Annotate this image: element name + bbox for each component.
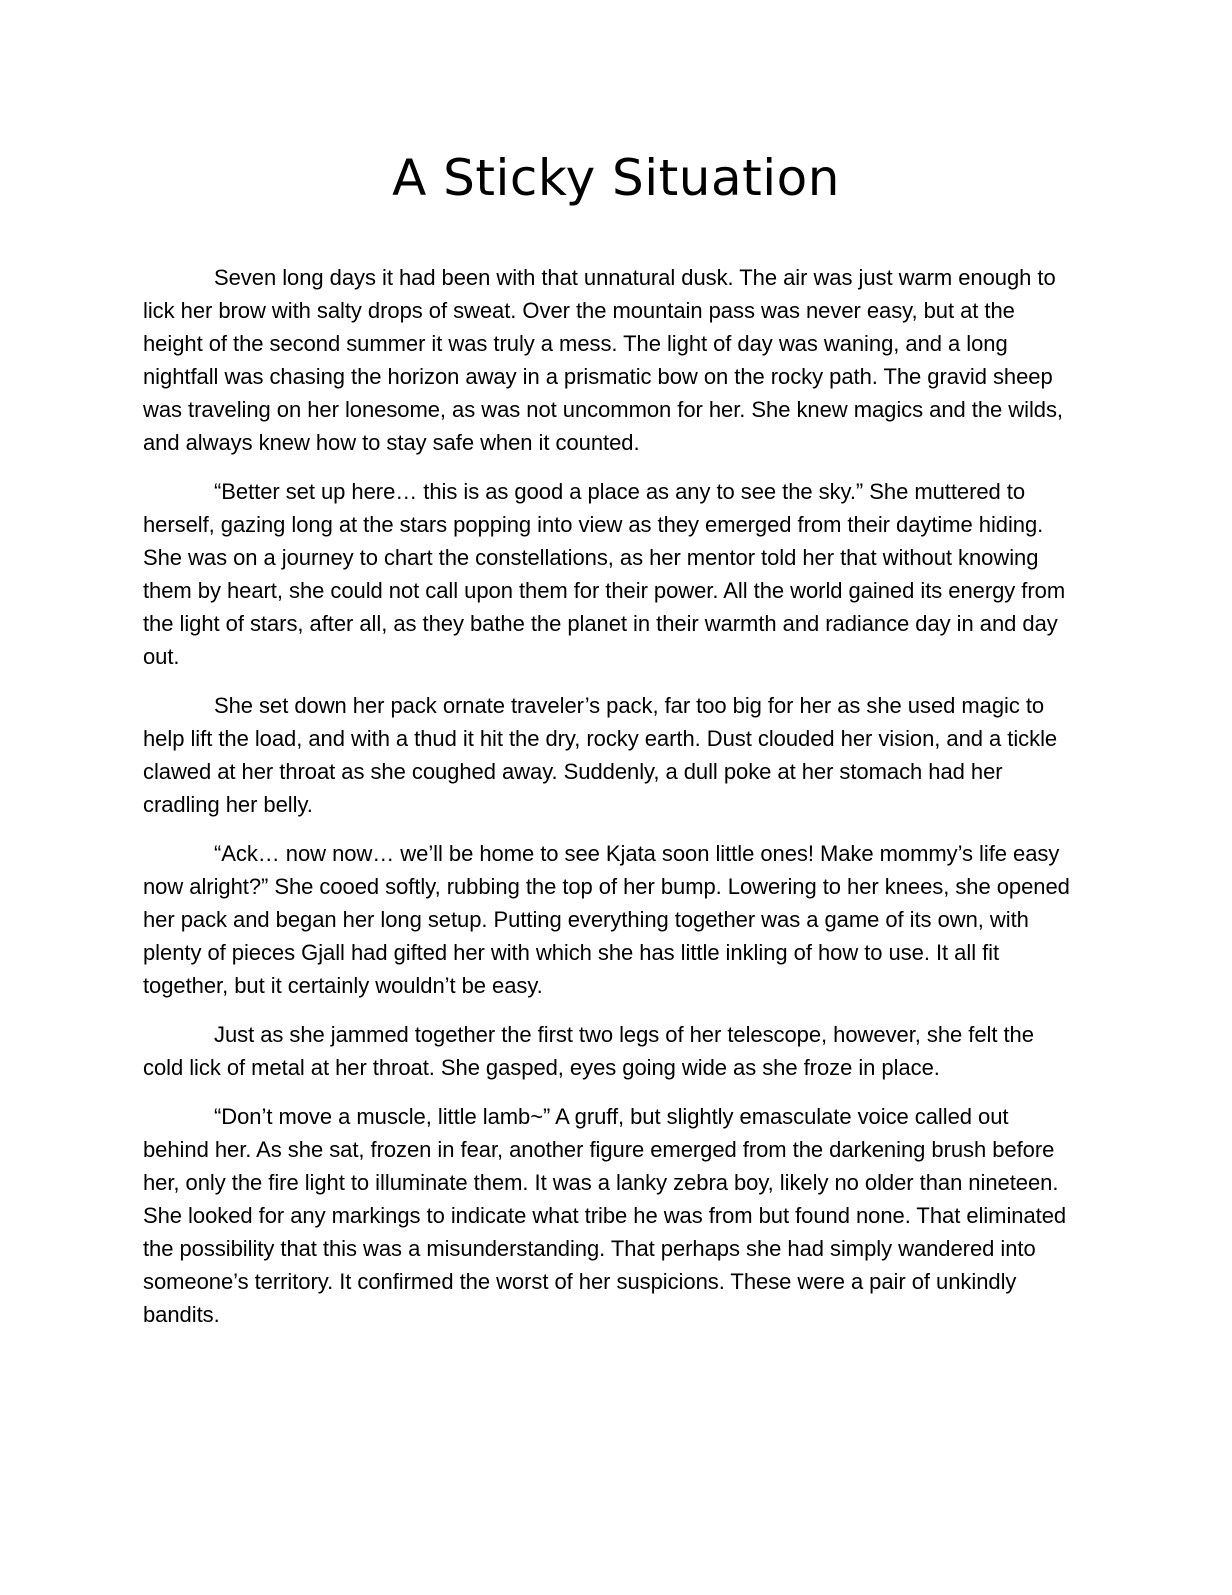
paragraph-6: “Don’t move a muscle, little lamb~” A gruff, but slightly emasculate voice called out behind her. As she sat, frozen in fear, another figure emerged from the darkening brush before her, only the fire light to illuminate them. It was a lanky zebra boy, likely no older than nineteen. She looked for any markings to indicate what tribe he was from but found none. That eliminated the possibility that this was a misunderstanding. That perhaps she had simply wandered into someone’s territory. It confirmed the worst of her suspicions. These were a pair of unkindly bandits. <box>143 1104 1067 1327</box>
story-body <box>143 261 1073 1347</box>
paragraph-4: “Ack… now now… we’ll be home to see Kjata soon little ones! Make mommy’s life easy now alright?” She cooed softly, rubbing the top of her bump. Lowering to her knees, she opened her pack and began her long setup. Putting everything together was a game of its own, with plenty of pieces Gjall had gifted her with which she has little inkling of how to use. It all fit together, but it certainly wouldn’t be easy. <box>143 841 1070 998</box>
paragraph-5: Just as she jammed together the first two legs of her telescope, however, she felt the cold lick of metal at her throat. She gasped, eyes going wide as she froze in place. <box>143 1022 1034 1080</box>
paragraph-1: Seven long days it had been with that unnatural dusk. The air was just warm enough to lick her brow with salty drops of sweat. Over the mountain pass was never easy, but at the height of the second summer it was truly a mess. The light of day was waning, and a long nightfall was chasing the horizon away in a prismatic bow on the rocky path. The gravid sheep was traveling on her lonesome, as was not uncommon for her. She knew magics and the wilds, and always knew how to stay safe when it counted. <box>143 265 1063 455</box>
document-title: A Sticky Situation <box>392 149 840 207</box>
paragraph-2: “Better set up here… this is as good a place as any to see the sky.” She muttered to herself, gazing long at the stars popping into view as they emerged from their daytime hiding. She was on a journey to chart the constellations, as her mentor told her that without knowing them by heart, she could not call upon them for their power. All the world gained its energy from the light of stars, after all, as they bathe the planet in their warmth and radiance day in and day out. <box>143 479 1066 669</box>
paragraph-3: She set down her pack ornate traveler’s pack, far too big for her as she used magic to help lift the load, and with a thud it hit the dry, rocky earth. Dust clouded her vision, and a tickle clawed at her throat as she coughed away. Suddenly, a dull poke at her stomach had her cradling her belly. <box>143 693 1058 817</box>
